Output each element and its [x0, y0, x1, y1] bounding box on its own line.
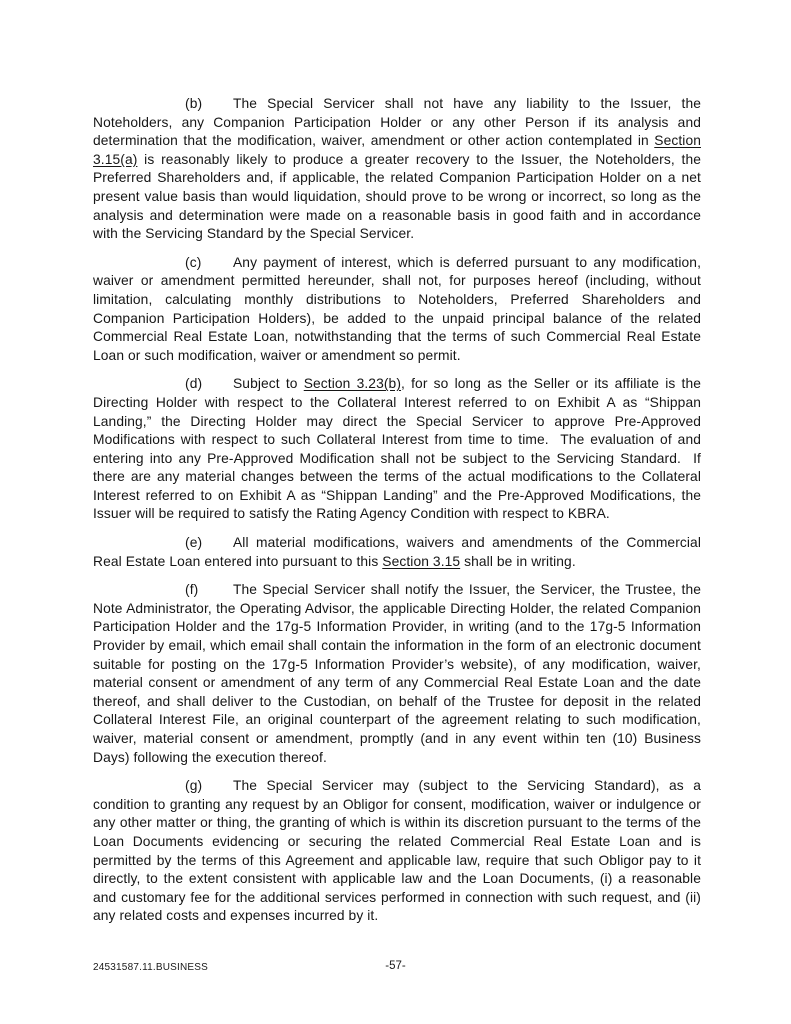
- paragraph-label: (f): [185, 582, 199, 598]
- footer-document-id: 24531587.11.BUSINESS: [93, 962, 209, 973]
- paragraph-e: [93, 534, 701, 571]
- paragraph-g: [93, 777, 701, 926]
- paragraph-d: [93, 375, 701, 524]
- section-reference: Section 3.15(a): [93, 133, 701, 167]
- paragraph-text: The Special Servicer shall not have any liability to the Issuer, the Noteholders, any Companion Participation Holder or any other Person if its analysis and determination that the modification, waiver, amendment or other action contemplated in: [93, 96, 701, 149]
- section-reference: Section 3.15: [382, 553, 461, 569]
- paragraph-b: [93, 95, 701, 244]
- paragraph-label: (g): [185, 778, 203, 794]
- paragraph-label: (d): [185, 376, 203, 392]
- footer-page-number: -57-: [385, 960, 406, 972]
- document-body: [93, 95, 701, 936]
- paragraph-text: The Special Servicer shall notify the Issuer, the Servicer, the Trustee, the Note Administrator, the Operating Advisor, the applicable Directing Holder, the related Companion Participation Holder and the 17g-5 Information Provider, in writing (and to the 17g-5 Information Provider by email, which email shall contain the information in the form of an electronic document suitable for posting on the 17g-5 Information Provider’s website), of any modification, waiver, material consent or amendment of any term of any Commercial Real Estate Loan and the date thereof, and shall deliver to the Custodian, on behalf of the Trustee for deposit in the related Collateral Interest File, an original counterpart of the agreement relating to such modification, waiver, material consent or amendment, promptly (and in any event within ten (10) Business Days) following the execution thereof.: [93, 582, 701, 765]
- paragraph-text: Any payment of interest, which is deferred pursuant to any modification, waiver or amendment permitted hereunder, shall not, for purposes hereof (including, without limitation, calculating monthly distributions to Noteholders, Preferred Shareholders and Companion Participation Holders), be added to the unpaid principal balance of the related Commercial Real Estate Loan, notwithstanding that the terms of such Commercial Real Estate Loan or such modification, waiver or amendment so permit.: [93, 254, 701, 363]
- paragraph-text: is reasonably likely to produce a greater recovery to the Issuer, the Noteholders, the Preferred Shareholders and, if applicable, the related Companion Participation Holder on a net present value basis than would liquidation, should prove to be wrong or incorrect, so long as the analysis and determination were made on a reasonable basis in good faith and in accordance with the Servicing Standard by the Special Servicer.: [93, 151, 701, 242]
- paragraph-text: The Special Servicer may (subject to the Servicing Standard), as a condition to granting any request by an Obligor for consent, modification, waiver or indulgence or any other matter or thing, the granting of which is within its discretion pursuant to the terms of the Loan Documents evidencing or securing the related Commercial Real Estate Loan and is permitted by the terms of this Agreement and applicable law, require that such Obligor pay to it directly, to the extent consistent with applicable law and the Loan Documents, (i) a reasonable and customary fee for the additional services performed in connection with such request, and (ii) any related costs and expenses incurred by it.: [93, 778, 701, 924]
- paragraph-label: (c): [185, 254, 202, 270]
- paragraph-label: (e): [185, 535, 203, 551]
- paragraph-label: (b): [185, 96, 203, 111]
- paragraph-text: All material modifications, waivers and amendments of the Commercial Real Estate Loan entered into pursuant to this: [93, 535, 701, 569]
- paragraph-text: shall be in writing.: [460, 553, 576, 569]
- paragraph-text: Subject to: [233, 376, 304, 392]
- paragraph-text: , for so long as the Seller or its affiliate is the Directing Holder with respect to the Collateral Interest referred to on Exhibit A as “Shippan Landing,” the Directing Holder may direct the Special Servicer to approve Pre-Approved Modifications with respect to such Collateral Interest from time to time. The evaluation of and entering into any Pre-Approved Modification shall not be subject to the Servicing Standard. If there are any material changes between the terms of the actual modifications to the Collateral Interest referred to on Exhibit A as “Shippan Landing” and the Pre-Approved Modifications, the Issuer will be required to satisfy the Rating Agency Condition with respect to KBRA.: [93, 376, 701, 522]
- paragraph-c: [93, 254, 701, 366]
- section-reference: Section 3.23(b): [303, 376, 402, 392]
- paragraph-f: [93, 581, 701, 767]
